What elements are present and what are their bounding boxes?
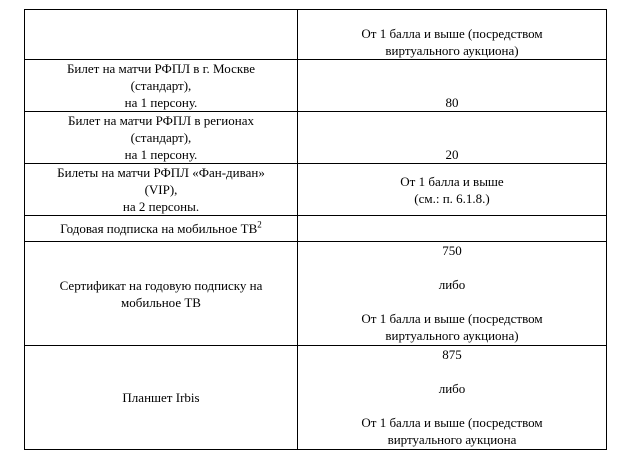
spacer <box>302 397 602 414</box>
value-line: либо <box>438 277 466 292</box>
item-line: Планшет Irbis <box>122 390 200 405</box>
value-cell <box>298 242 607 346</box>
item-line: (стандарт), <box>130 130 192 145</box>
table-row <box>25 216 607 242</box>
value-line: 875 <box>442 347 462 362</box>
item-line: Сертификат на годовую подписку на <box>59 277 263 293</box>
value-line: виртуального аукциона) <box>385 328 519 343</box>
spacer <box>302 293 602 310</box>
value-cell <box>298 10 607 60</box>
spacer <box>302 259 602 276</box>
item-cell <box>25 346 298 450</box>
table-row <box>25 346 607 450</box>
table-row <box>25 60 607 112</box>
value-line: От 1 балла и выше (посредством <box>361 311 543 326</box>
table-row <box>25 242 607 346</box>
value-line: От 1 балла и выше (посредством <box>361 26 543 41</box>
item-line: Годовая подписка на мобильное ТВ <box>60 221 258 236</box>
spacer <box>302 363 602 380</box>
item-cell <box>25 112 298 164</box>
value-cell <box>298 112 607 164</box>
value-line: либо <box>438 381 466 396</box>
item-cell <box>25 10 298 60</box>
table-row <box>25 112 607 164</box>
item-cell <box>25 216 298 242</box>
rewards-table <box>24 9 607 450</box>
footnote-mark: 2 <box>257 219 262 230</box>
item-line: на 1 персону. <box>124 147 198 162</box>
value-line: виртуального аукциона <box>387 432 517 447</box>
value-line: (см.: п. 6.1.8.) <box>414 190 490 206</box>
value-cell <box>298 60 607 112</box>
table-row <box>25 164 607 216</box>
item-line: Билет на матчи РФПЛ в г. Москве <box>66 61 256 76</box>
value-line: От 1 балла и выше <box>400 173 504 189</box>
item-line: (стандарт), <box>130 78 192 93</box>
item-cell <box>25 60 298 112</box>
value-line: 20 <box>445 147 459 162</box>
item-line: на 1 персону. <box>124 95 198 110</box>
item-line: Билет на матчи РФПЛ в регионах <box>68 113 254 128</box>
item-line: Билеты на матчи РФПЛ «Фан-диван» <box>57 165 265 180</box>
item-line: (VIP), <box>144 182 178 197</box>
value-line: виртуального аукциона) <box>385 43 519 58</box>
item-line: мобильное ТВ <box>121 294 201 310</box>
value-line: 750 <box>442 243 462 258</box>
value-cell <box>298 346 607 450</box>
item-line: на 2 персоны. <box>122 199 200 214</box>
value-cell <box>298 164 607 216</box>
item-cell <box>25 242 298 346</box>
value-line: От 1 балла и выше (посредством <box>361 415 543 430</box>
value-cell <box>298 216 607 242</box>
value-line: 80 <box>445 95 459 110</box>
table-row <box>25 10 607 60</box>
item-cell <box>25 164 298 216</box>
